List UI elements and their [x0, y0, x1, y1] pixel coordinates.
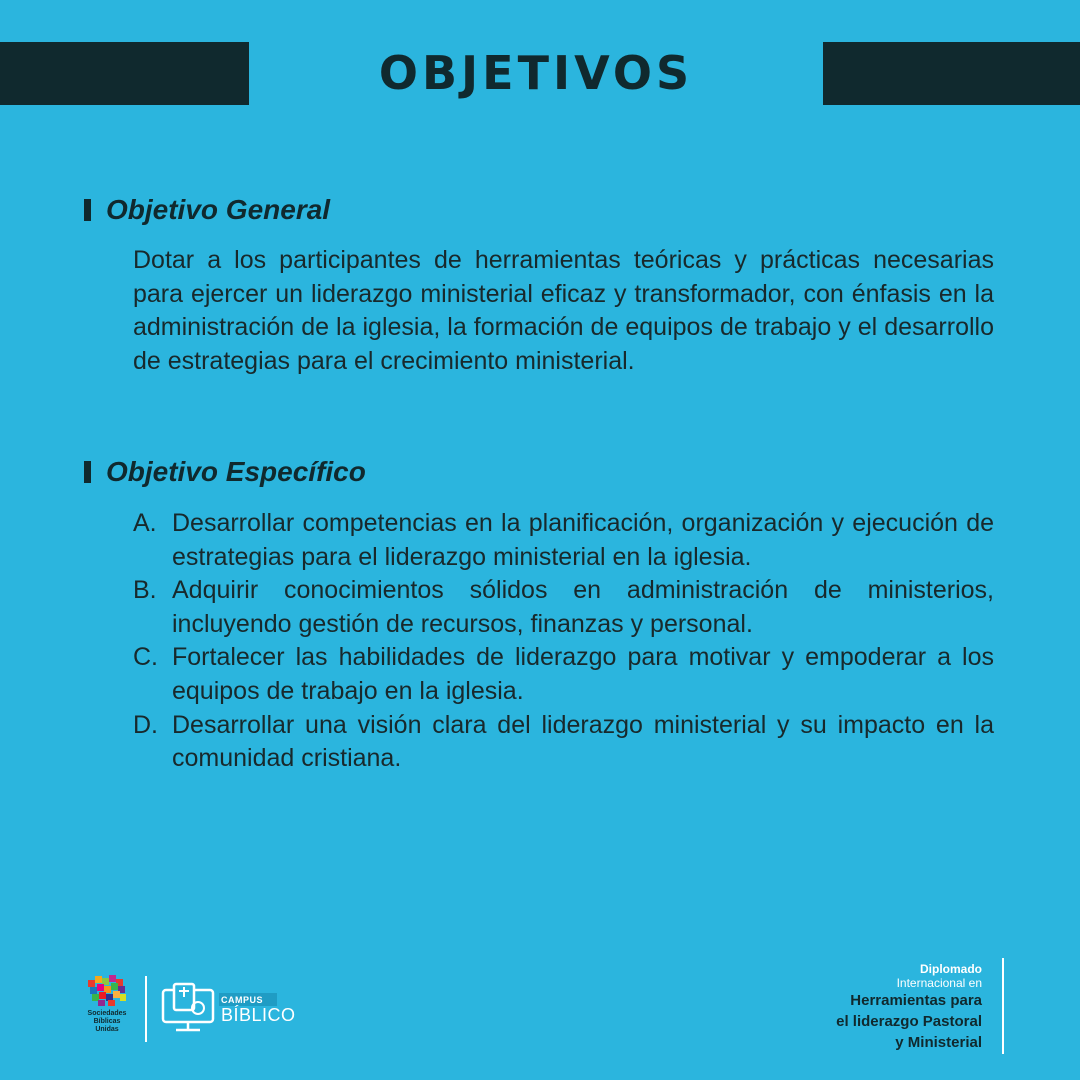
specific-heading — [84, 455, 366, 489]
list-item — [133, 574, 994, 641]
diplomado-label: Diplomado — [920, 962, 982, 976]
list-item — [133, 507, 994, 574]
list-item-text: Desarrollar competencias en la planificación, organización y ejecución de estrategias para el liderazgo ministerial en la iglesia. — [172, 509, 994, 571]
sbu-name-line: Bíblicas — [93, 1018, 121, 1025]
campus-tag: CAMPUS — [221, 995, 264, 1005]
sbu-name-line: Sociedades — [87, 1010, 127, 1017]
campus-word: BÍBLICO — [221, 1005, 296, 1025]
list-item-letter: C. — [133, 643, 158, 672]
list-item-letter: A. — [133, 509, 157, 537]
list-item — [133, 641, 994, 708]
header-bar-left — [0, 42, 249, 105]
internacional-label: Internacional en — [896, 976, 982, 990]
course-name-line: el liderazgo Pastoral — [836, 1013, 982, 1030]
specific-objectives-list — [133, 507, 994, 776]
sbu-name-line: Unidas — [95, 1026, 119, 1033]
heading-marker — [84, 199, 91, 221]
list-item-text: Adquirir conocimientos sólidos en administración de ministerios, incluyendo gestión de recursos, finanzas y personal. — [172, 576, 994, 638]
header-bar-right — [823, 42, 1080, 105]
list-item — [133, 709, 994, 776]
page-title: OBJETIVOS — [378, 46, 694, 100]
list-item-text: Desarrollar una visión clara del liderazgo ministerial y su impacto en la comunidad cristiana. — [172, 710, 994, 773]
list-item-letter: B. — [133, 576, 157, 605]
list-item-letter: D. — [133, 710, 158, 739]
heading-marker — [84, 461, 91, 483]
course-name-line: Herramientas para — [850, 992, 982, 1009]
general-objective-text: Dotar a los participantes de herramientas teóricas y prácticas necesarias para ejercer un liderazgo ministerial eficaz y transformador, con énfasis en la administración de la iglesia, la formación de equipos de trabajo y el desarrollo de estrategias para el crecimiento ministerial. — [133, 246, 994, 375]
general-heading — [84, 193, 330, 227]
sbu-mosaic-icon — [86, 974, 128, 1008]
specific-heading-text: Objetivo Específico — [106, 456, 366, 487]
footer-divider — [145, 976, 147, 1042]
course-name-line: y Ministerial — [895, 1034, 982, 1051]
sbu-name — [78, 1010, 136, 1034]
course-info — [836, 962, 982, 1053]
general-heading-text: Objetivo General — [106, 194, 331, 225]
list-item-text: Fortalecer las habilidades de liderazgo para motivar y empoderar a los equipos de trabajo en la iglesia. — [172, 643, 994, 705]
footer-right-divider — [1002, 958, 1004, 1054]
campus-computer-icon — [160, 982, 216, 1034]
